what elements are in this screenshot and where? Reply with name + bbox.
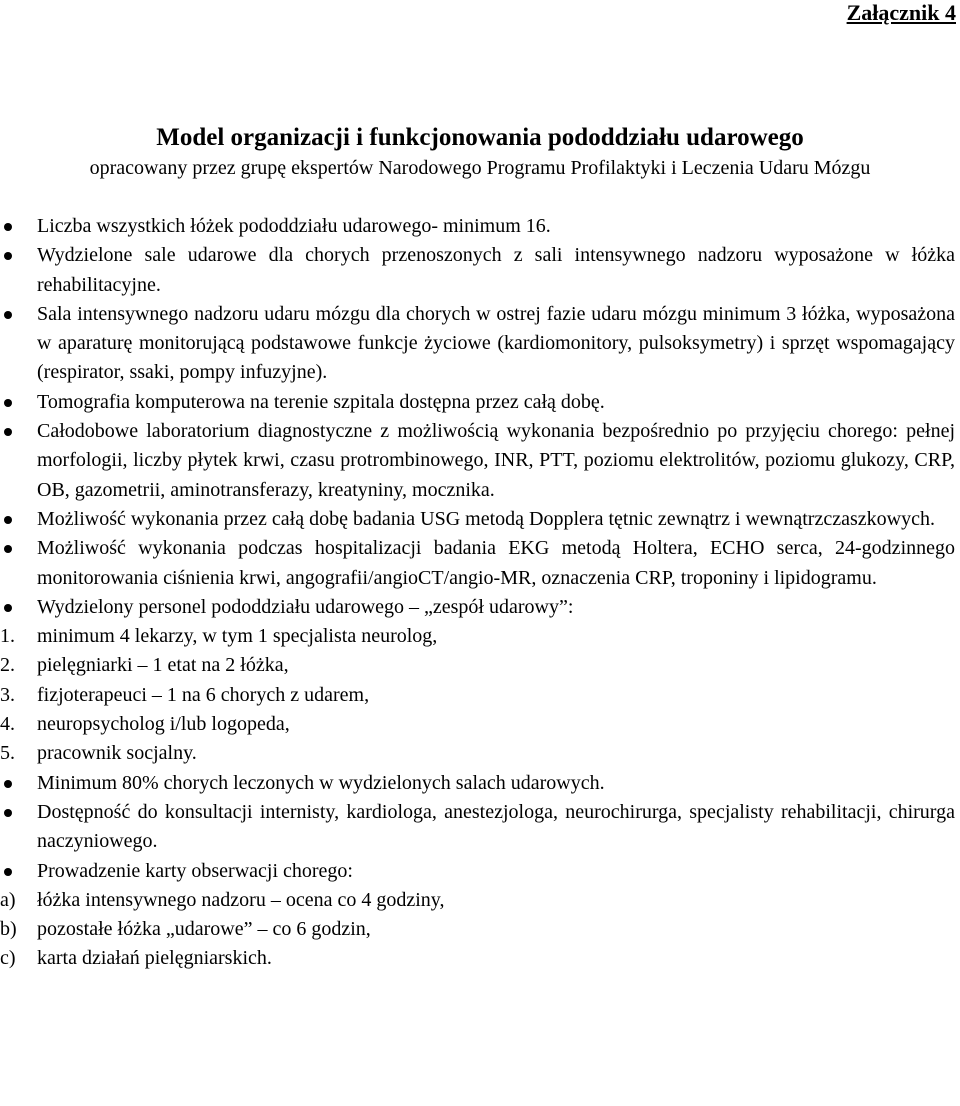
bullet-icon: [4, 311, 12, 319]
list-item-text: Tomografia komputerowa na terenie szpitala dostępna przez całą dobę.: [37, 390, 605, 413]
list-item-text: Całodobowe laboratorium diagnostyczne z możliwością wykonania bezpośrednio po przyjęciu chorego: pełnej morfologii, liczby płytek krwi, czasu protrombinowego, INR, PTT, poziomu elektrolitów, poziomu glukozy, CRP, OB, gazometrii, aminotransferazy, kreatyniny, mocznika.: [37, 420, 955, 501]
bullet-icon: [4, 252, 12, 260]
sublist-item-text: pozostałe łóżka „udarowe” – co 6 godzin,: [37, 918, 371, 941]
list-item: [0, 212, 960, 241]
list-item-text: Wydzielone sale udarowe dla chorych przenoszonych z sali intensywnego nadzoru wyposażone w łóżka rehabilitacyjne.: [37, 244, 955, 296]
list-item: [0, 300, 960, 388]
list-item-observation: [0, 857, 960, 886]
list-item: [0, 769, 960, 798]
sublist-item-text: minimum 4 lekarzy, w tym 1 specjalista neurolog,: [37, 625, 438, 648]
bullet-icon: [4, 516, 12, 524]
sublist-item-text: łóżka intensywnego nadzoru – ocena co 4 godziny,: [37, 888, 445, 911]
list-item-text: Sala intensywnego nadzoru udaru mózgu dla chorych w ostrej fazie udaru mózgu minimum 3 łóżka, wyposażona w aparaturę monitorującą podstawowe funkcje życiowe (kardiomonitory, pulsoksymetry) i sprzęt wspomagający (respirator, ssaki, pompy infuzyjne).: [37, 302, 955, 384]
bullet-icon: [4, 399, 12, 407]
list-item-staff: [0, 593, 960, 622]
list-item-text: Dostępność do konsultacji internisty, kardiologa, anestezjologa, neurochirurga, specjalisty rehabilitacji, chirurga naczyniowego.: [37, 800, 955, 853]
bullet-icon: [4, 809, 12, 817]
sublist-item: [0, 622, 960, 651]
requirements-list-container: [0, 212, 960, 974]
list-item: [0, 388, 960, 417]
list-item: [0, 798, 960, 857]
sublist-marker: b): [0, 918, 17, 941]
sublist-marker: 1.: [0, 625, 15, 648]
bullet-icon: [4, 604, 12, 612]
list-item: [0, 241, 960, 300]
sublist-item-text: fizjoterapeuci – 1 na 6 chorych z udarem,: [37, 683, 370, 706]
bullet-icon: [4, 868, 12, 876]
sublist-item-text: pracownik socjalny.: [37, 742, 197, 765]
document-subtitle: opracowany przez grupę ekspertów Narodowego Programu Profilaktyki i Leczenia Udaru Mózgu: [89, 157, 871, 179]
list-item-text: Wydzielony personel pododdziału udarowego – „zespół udarowy”:: [37, 595, 574, 618]
sublist-marker: c): [0, 947, 16, 970]
annex-label: Załącznik 4: [846, 0, 956, 25]
list-item-text: Prowadzenie karty obserwacji chorego:: [37, 859, 353, 882]
staff-sublist: [0, 622, 960, 768]
requirements-list-continued: [0, 769, 960, 886]
sublist-item: [0, 886, 960, 915]
bullet-icon: [4, 545, 12, 553]
sublist-item-text: pielęgniarki – 1 etat na 2 łóżka,: [37, 654, 289, 677]
list-item-text: Minimum 80% chorych leczonych w wydzielonych salach udarowych.: [37, 771, 605, 794]
bullet-icon: [4, 223, 12, 231]
sublist-marker: 4.: [0, 713, 15, 736]
sublist-marker: a): [0, 888, 16, 911]
sublist-item: [0, 915, 960, 944]
sublist-marker: 3.: [0, 683, 15, 706]
sublist-item-text: karta działań pielęgniarskich.: [37, 947, 272, 970]
document-title: Model organizacji i funkcjonowania pododdziału udarowego: [156, 124, 804, 151]
sublist-item: [0, 739, 960, 768]
list-item: [0, 417, 960, 505]
list-item: [0, 505, 960, 534]
list-item-text: Liczba wszystkich łóżek pododdziału udarowego- minimum 16.: [37, 215, 551, 237]
sublist-marker: 5.: [0, 742, 15, 765]
sublist-item-text: neuropsycholog i/lub logopeda,: [37, 713, 290, 736]
sublist-marker: 2.: [0, 654, 15, 677]
sublist-item: [0, 710, 960, 739]
sublist-item: [0, 944, 960, 973]
observation-sublist: [0, 886, 960, 974]
list-item-text: Możliwość wykonania podczas hospitalizacji badania EKG metodą Holtera, ECHO serca, 24-godzinnego monitorowania ciśnienia krwi, angografii/angioCT/angio-MR, oznaczenia CRP, troponiny i lipidogramu.: [37, 537, 955, 589]
sublist-item: [0, 681, 960, 710]
bullet-icon: [4, 780, 12, 788]
sublist-item: [0, 651, 960, 680]
list-item: [0, 534, 960, 593]
bullet-icon: [4, 428, 12, 436]
requirements-list: [0, 212, 960, 622]
list-item-text: Możliwość wykonania przez całą dobę badania USG metodą Dopplera tętnic zewnątrz i wewnątrzczaszkowych.: [37, 507, 935, 530]
